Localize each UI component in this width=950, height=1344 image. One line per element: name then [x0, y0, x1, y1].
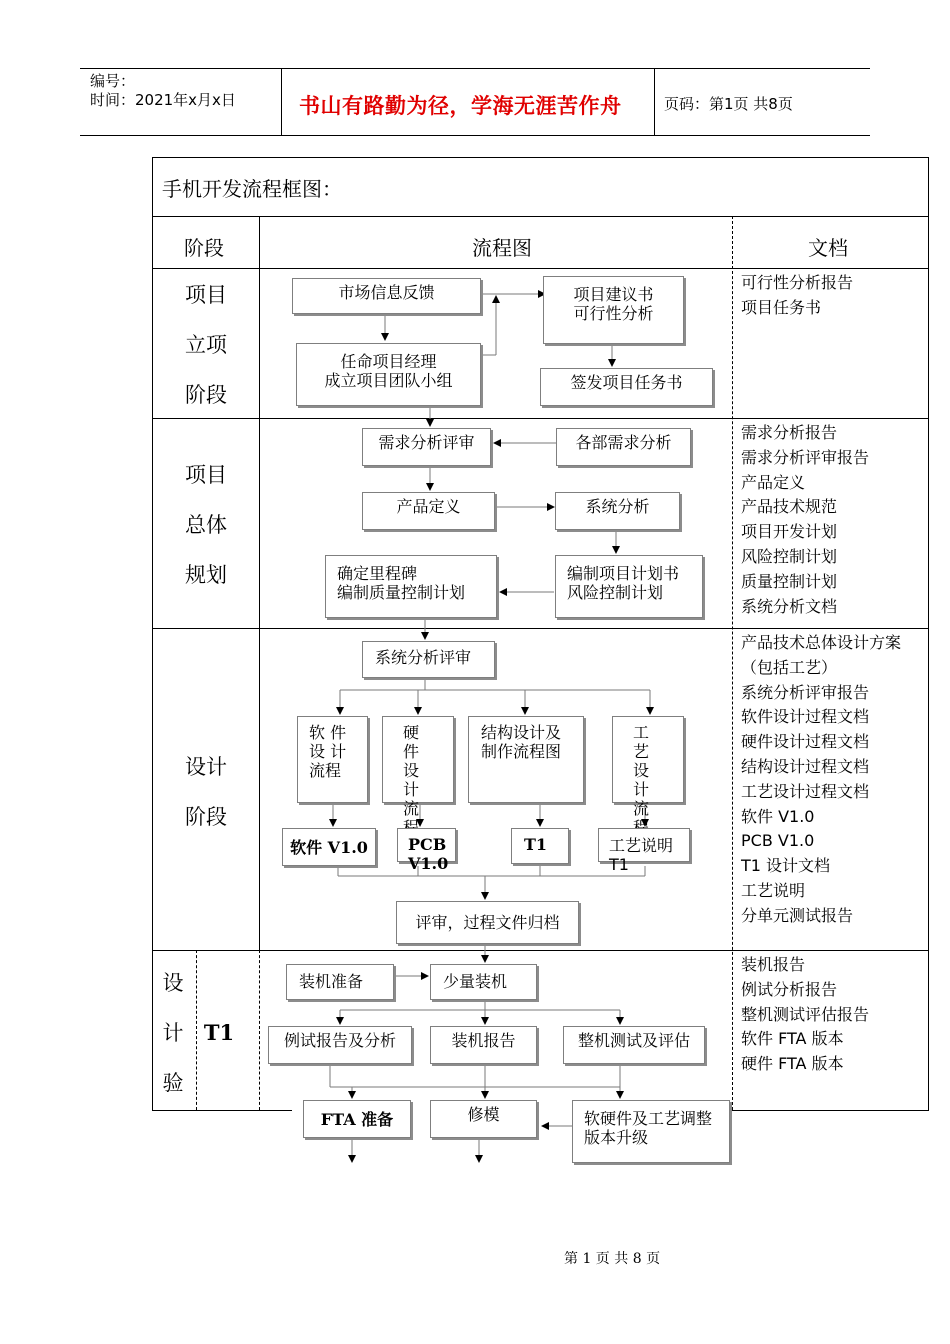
box-t1: T1	[511, 828, 569, 864]
box-hardware-design: 硬件 设计 流	[382, 716, 454, 803]
box-system-review: 系统分析评审	[362, 641, 495, 678]
stage-design-verify: 设 计 验	[162, 971, 184, 1095]
box-project-proposal: 项目建议书 可行性分析	[543, 276, 684, 344]
table-row-1-rule	[152, 418, 929, 419]
footer-page-number: 第 1 页 共 8 页	[564, 1251, 661, 1267]
box-whole-test: 整机测试及评估	[563, 1026, 705, 1064]
doc-number-label: 编号：	[90, 72, 136, 90]
stage-planning: 项目 总体 规划	[185, 463, 227, 587]
col-header-docs: 文档	[808, 236, 848, 260]
doc-time-label: 时间：2021年x月x日	[90, 91, 236, 109]
box-assembly-prep: 装机准备	[286, 964, 394, 1000]
box-review-archive: 评审，过程文件归档	[396, 901, 579, 944]
box-appoint-pm: 任命项目经理 成立项目团队小组	[296, 343, 481, 406]
box-system-analysis: 系统分析	[555, 492, 680, 530]
table-bottom-rule-left	[152, 1110, 292, 1111]
stage-t1: T1	[203, 1020, 235, 1045]
box-test-report: 例试报告及分析	[268, 1026, 412, 1064]
box-market-feedback: 市场信息反馈	[292, 278, 481, 314]
box-issue-task: 签发项目任务书	[540, 368, 713, 406]
col-header-flow: 流程图	[472, 236, 532, 260]
box-dept-requirement: 各部需求分析	[556, 428, 691, 466]
table-row-title-rule	[152, 216, 929, 217]
table-row-head-rule	[152, 268, 929, 269]
box-requirement-review: 需求分析评审	[362, 428, 491, 466]
stage-design: 设计 阶段	[185, 755, 227, 829]
header-top-rule	[80, 68, 870, 69]
box-structure-design: 结构设计及 制作流程图	[468, 716, 584, 803]
box-craft-design: 工艺 设计 流	[612, 716, 684, 803]
box-small-assembly: 少量装机	[430, 964, 537, 1000]
header-motto: 书山有路勤为径，学海无涯苦作舟	[299, 94, 622, 118]
docs-initiation: 可行性分析报告 项目任务书	[741, 273, 854, 317]
table-row-3-rule	[152, 950, 929, 951]
table-col-stage-dashed	[259, 950, 260, 1110]
box-software-v1: 软件 V1.0	[282, 828, 376, 866]
table-row-2-rule	[152, 628, 929, 629]
table-title: 手机开发流程框图：	[162, 177, 342, 201]
docs-verify: 装机报告 例试分析报告 整机测试评估报告 软件 FTA 版本 硬件 FTA 版本	[741, 955, 870, 1074]
box-mold-repair: 修模	[430, 1100, 537, 1138]
col-header-stage: 阶段	[184, 236, 224, 260]
header-bottom-rule	[80, 135, 870, 136]
header-divider-left	[281, 68, 282, 136]
stage-initiation: 项目 立项 阶段	[185, 283, 227, 407]
box-sw-hw-adjust: 软硬件及工艺调整 版本升级	[572, 1100, 730, 1163]
box-pcb-v1: PCB V1.0	[397, 828, 456, 862]
box-fta-prep: FTA 准备	[303, 1100, 411, 1138]
table-col-stage-rule	[259, 216, 260, 951]
box-software-design: 软 件 设 计 流程	[297, 716, 368, 803]
docs-planning: 需求分析报告 需求分析评审报告 产品定义 产品技术规范 项目开发计划 风险控制计划 质量控制计划 系统分析文档	[741, 423, 870, 616]
table-col-sub-dashed	[196, 950, 197, 1110]
table-col-docs-dashed	[732, 216, 733, 1110]
box-milestone: 确定里程碑 编制质量控制计划	[325, 555, 497, 618]
box-craft-note: 工艺说明 T1	[598, 828, 690, 862]
docs-design: 产品技术总体设计方案 （包括工艺） 系统分析评审报告 软件设计过程文档 硬件设计过程文档 结构设计过程文档 工艺设计过程文档 软件 V1.0 PCB V1.0 T1 设计文档 工艺说明 分单元测试报告	[741, 633, 902, 925]
box-assembly-report: 装机报告	[430, 1026, 537, 1064]
header-page-label: 页码：第1页 共8页	[664, 95, 793, 113]
table-bottom-rule-right	[732, 1110, 929, 1111]
box-project-plan: 编制项目计划书 风险控制计划	[555, 555, 703, 618]
box-product-definition: 产品定义	[362, 492, 495, 530]
header-divider-right	[654, 68, 655, 136]
